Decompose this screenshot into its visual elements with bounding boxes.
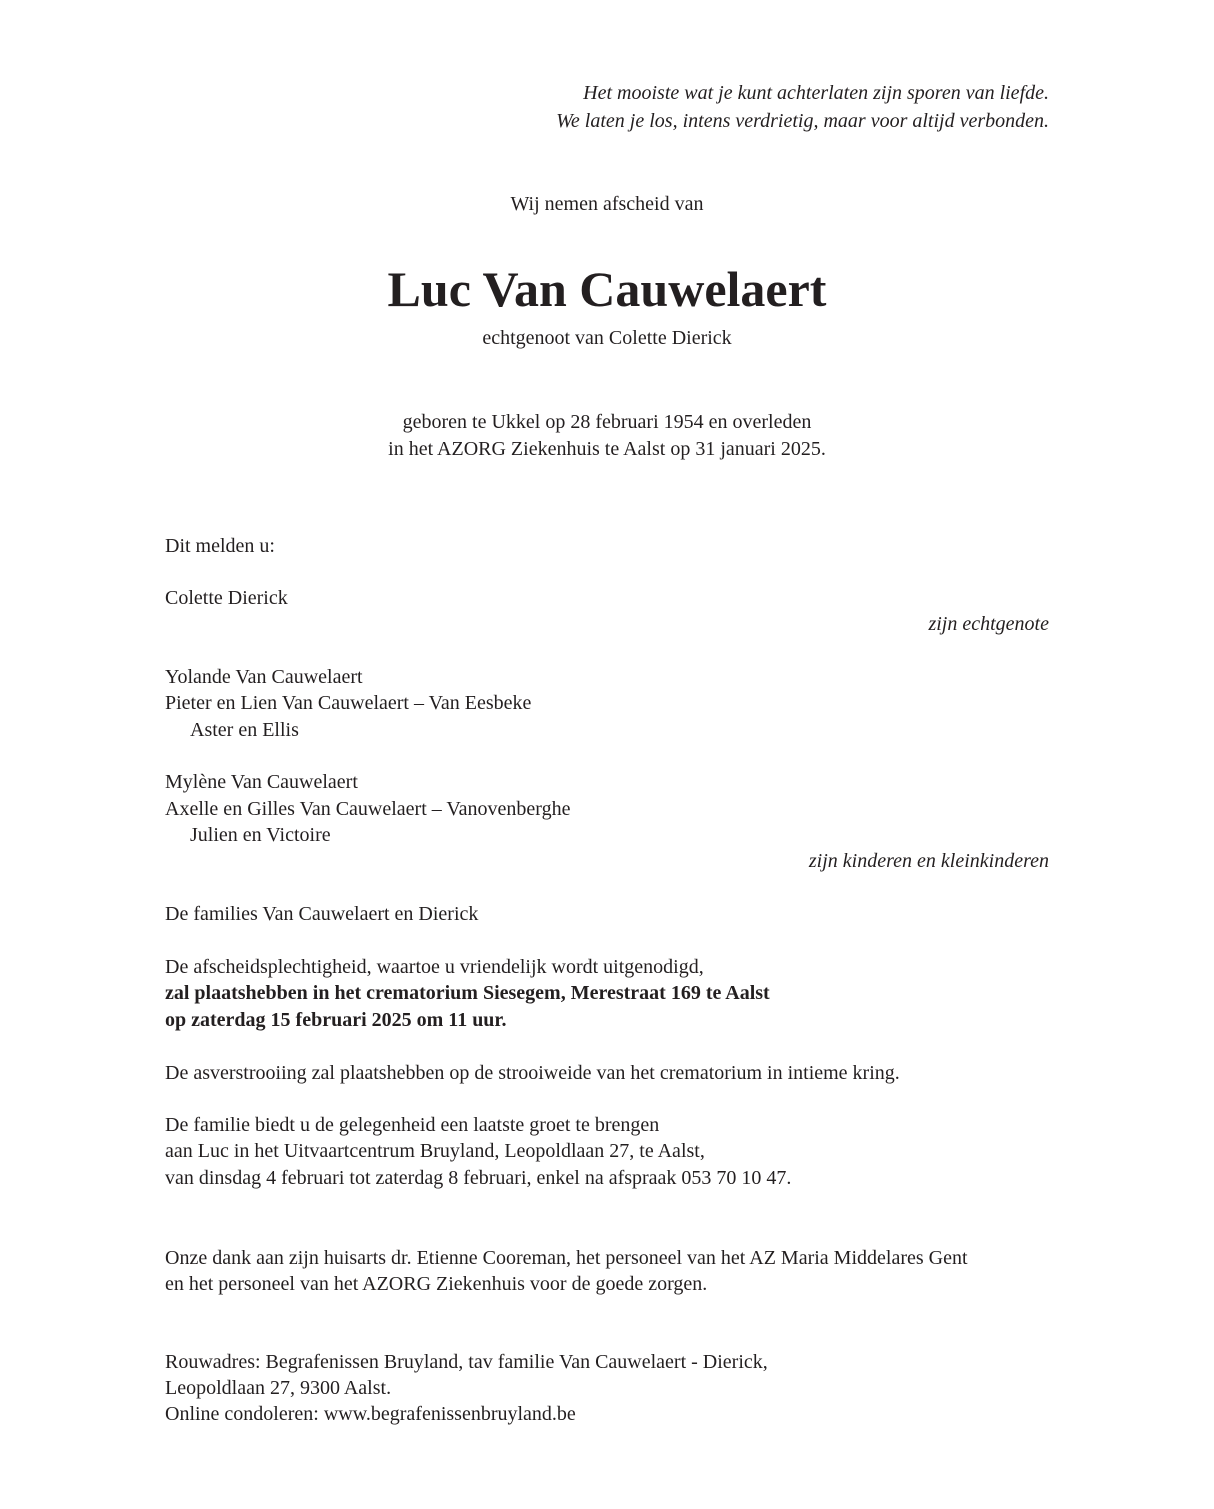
- grandchildren: Aster en Ellis: [190, 719, 299, 741]
- announcers-intro: Dit melden u:: [165, 535, 275, 557]
- thanks-line-2: en het personeel van het AZORG Ziekenhuis voor de goede zorgen.: [165, 1273, 708, 1295]
- motto-line-1: Het mooiste wat je kunt achterlaten zijn sporen van liefde.: [583, 82, 1049, 104]
- visitation-line-2: aan Luc in het Uitvaartcentrum Bruyland, Leopoldlaan 27, te Aalst,: [165, 1140, 705, 1162]
- spouse-line: echtgenoot van Colette Dierick: [482, 327, 732, 349]
- death-line: in het AZORG Ziekenhuis te Aalst op 31 januari 2025.: [388, 438, 826, 460]
- ceremony-line-2: zal plaatshebben in het crematorium Siesegem, Merestraat 169 te Aalst: [165, 982, 770, 1004]
- ceremony-line-3: op zaterdag 15 februari 2025 om 11 uur.: [165, 1009, 507, 1031]
- visitation-line-1: De familie biedt u de gelegenheid een laatste groet te brengen: [165, 1114, 660, 1136]
- family-member: Yolande Van Cauwelaert: [165, 666, 363, 688]
- family-member: Axelle en Gilles Van Cauwelaert – Vanovenberghe: [165, 798, 571, 820]
- spouse-name: Colette Dierick: [165, 587, 288, 609]
- family-member: Pieter en Lien Van Cauwelaert – Van Eesbeke: [165, 692, 532, 714]
- ashes-line: De asverstrooiing zal plaatshebben op de strooiweide van het crematorium in intieme kring.: [165, 1062, 900, 1084]
- contact-line-1: Rouwadres: Begrafenissen Bruyland, tav familie Van Cauwelaert - Dierick,: [165, 1351, 768, 1373]
- intro-text: Wij nemen afscheid van: [510, 193, 704, 215]
- visitation-line-3: van dinsdag 4 februari tot zaterdag 8 februari, enkel na afspraak 053 70 10 47.: [165, 1167, 792, 1189]
- motto-line-2: We laten je los, intens verdrietig, maar voor altijd verbonden.: [556, 110, 1049, 132]
- thanks-line-1: Onze dank aan zijn huisarts dr. Etienne Cooreman, het personeel van het AZ Maria Middelares Gent: [165, 1247, 968, 1269]
- contact-line-3: Online condoleren: www.begrafenissenbruyland.be: [165, 1403, 576, 1425]
- family-member: Mylène Van Cauwelaert: [165, 771, 358, 793]
- families-line: De families Van Cauwelaert en Dierick: [165, 903, 479, 925]
- birth-line: geboren te Ukkel op 28 februari 1954 en overleden: [402, 411, 812, 433]
- grandchildren: Julien en Victoire: [190, 824, 331, 846]
- ceremony-line-1: De afscheidsplechtigheid, waartoe u vriendelijk wordt uitgenodigd,: [165, 956, 704, 978]
- contact-line-2: Leopoldlaan 27, 9300 Aalst.: [165, 1377, 392, 1399]
- spouse-relation: zijn echtgenote: [928, 613, 1049, 635]
- children-relation: zijn kinderen en kleinkinderen: [808, 850, 1049, 872]
- deceased-name: Luc Van Cauwelaert: [387, 261, 827, 317]
